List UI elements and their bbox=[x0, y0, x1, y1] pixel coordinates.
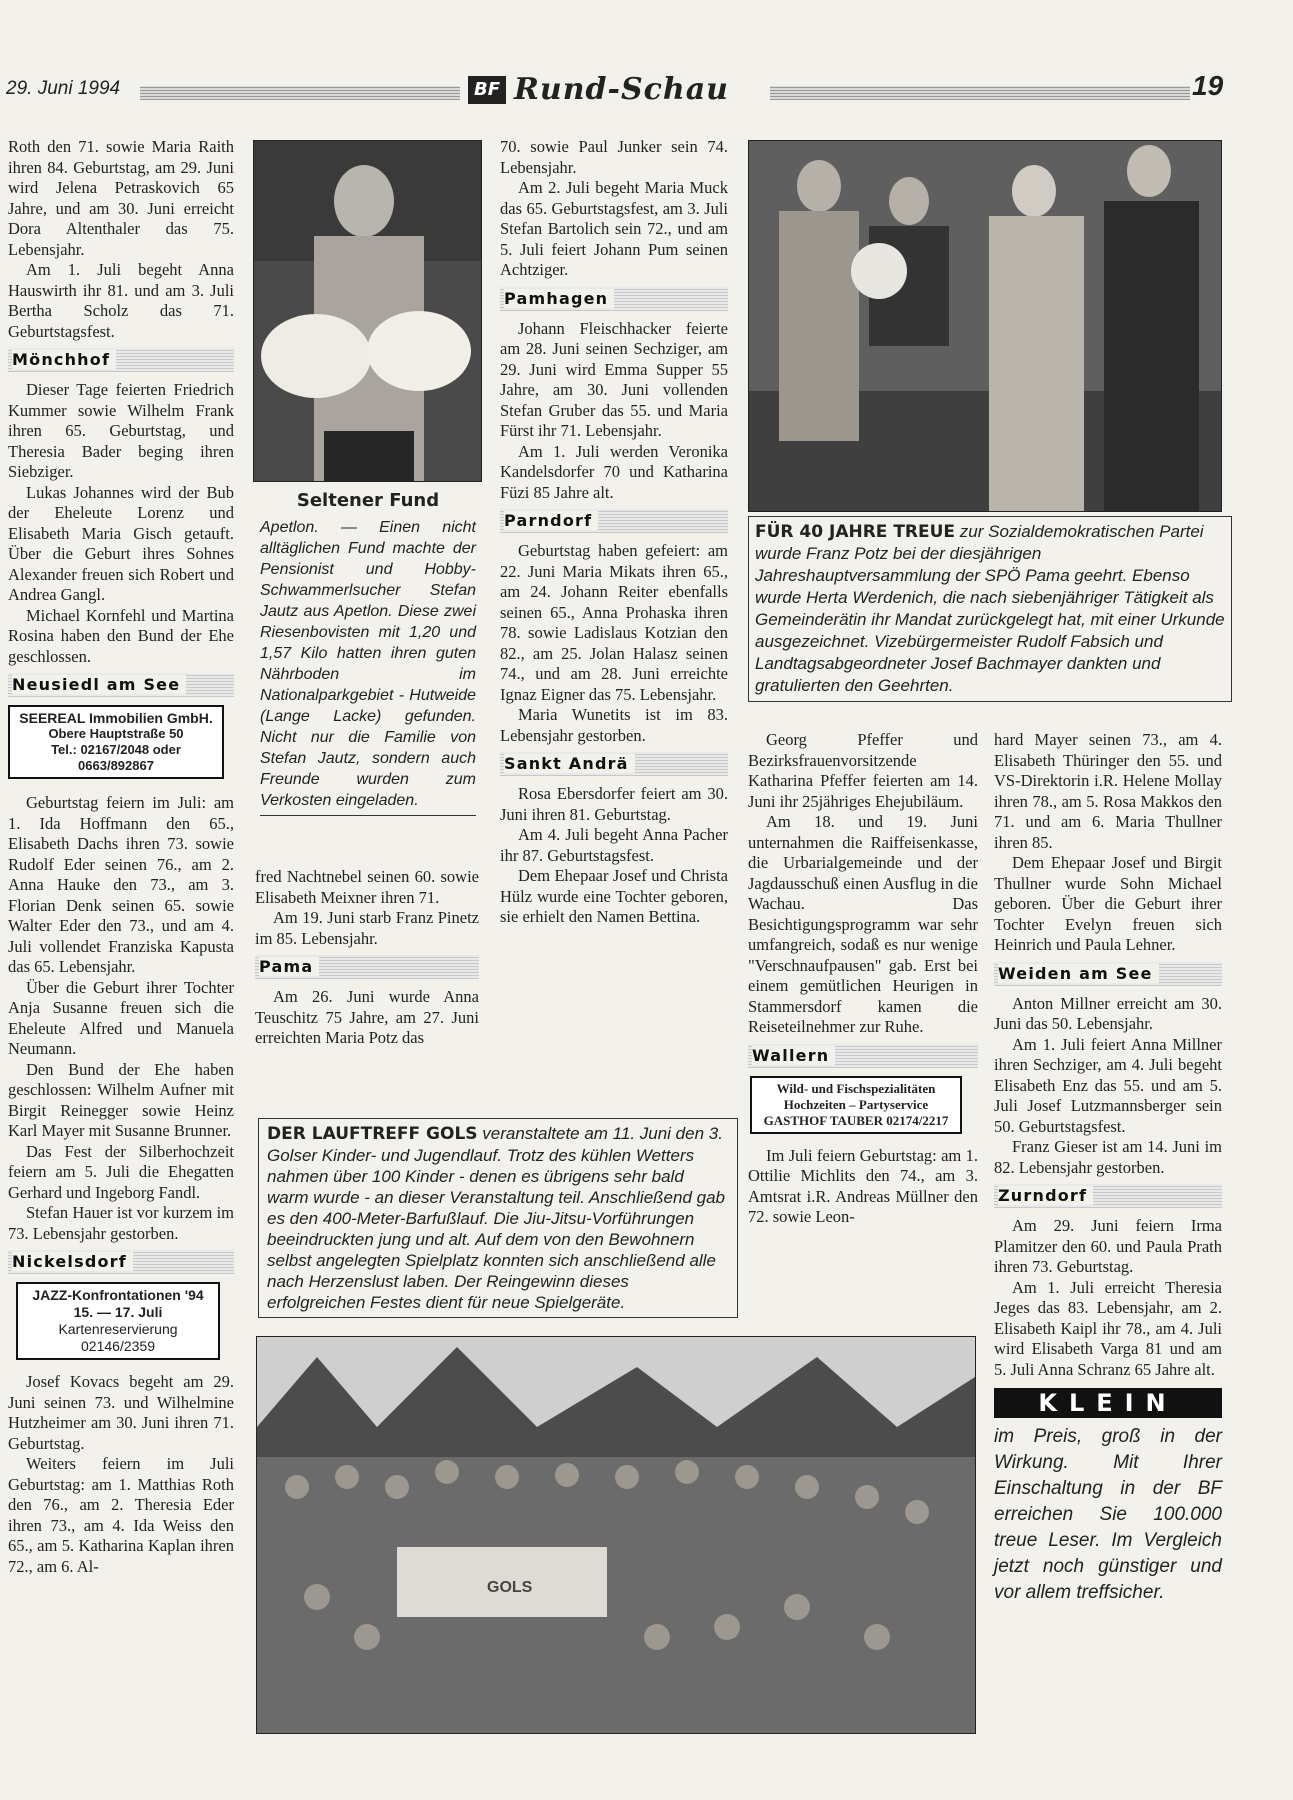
caption-underline bbox=[260, 815, 476, 816]
nickelsdorf-paragraph: Weiters feiern im Juli Geburtstag: am 1. Matthias Roth den 76., am 2. Theresia Eder ihren 73., am 4. Ida Weiss den 65., am 5. Katharina Kaplan ihren 72., am 6. Al- bbox=[8, 1454, 234, 1576]
page-header bbox=[0, 70, 1230, 110]
col5-paragraph: hard Mayer seinen 73., am 4. Elisabeth Thüringer den 55. und VS-Direktorin i.R. Helene Mollay ihren 78., am 5. Rosa Makkos den 71. und am 6. Maria Thullner ihren 85. bbox=[994, 730, 1222, 852]
col2-paragraph: fred Nachtnebel seinen 60. sowie Elisabeth Meixner ihren 71. bbox=[255, 867, 479, 907]
pama-paragraph: Am 26. Juni wurde Anna Teuschitz 75 Jahre, am 27. Juni erreichten Maria Potz das bbox=[255, 987, 479, 1047]
weiden-paragraph: Franz Gieser ist am 14. Juni im 82. Lebensjahr gestorben. bbox=[994, 1137, 1222, 1177]
col1-intro2: Am 1. Juli begeht Anna Hauswirth ihr 81. und am 3. Juli Bertha Scholz das 71. Geburtstagsfest. bbox=[8, 260, 234, 341]
col2-paragraph: Am 19. Juni starb Franz Pinetz im 85. Lebensjahr. bbox=[255, 908, 479, 948]
weiden-paragraph: Anton Millner erreicht am 30. Juni das 50. Lebensjahr. bbox=[994, 993, 1222, 1033]
monchhof-paragraph: Michael Kornfehl und Martina Rosina haben den Bund der Ehe geschlossen. bbox=[8, 605, 234, 666]
photo-spoe-honorees bbox=[748, 140, 1222, 512]
caption-text: Apetlon. — Einen nicht alltäglichen Fund machte der Pensionist und Hobby-Schwammerlsucher Stefan Jautz aus Apetlon. Diese zwei Riesenbovisten mit 1,20 und 1,57 Kilo hatten ihren guten Nährboden im Nationalparkgebiet - Hutweide (Lange Lacke) gefunden. Nicht nur die Familie von Stefan Jautz, sondern auch Freunde wurden zum Verkosten eingeladen. bbox=[260, 519, 476, 809]
ad-gasthof-tauber bbox=[750, 1076, 962, 1134]
caption-lauftreff-bold: DER LAUFTREFF GOLS bbox=[267, 1124, 478, 1144]
ad-jazz-phone: Kartenreservierung 02146/2359 bbox=[58, 1321, 178, 1354]
section-heading-parndorf: Parndorf bbox=[500, 509, 728, 533]
logo-title: Rund-Schau bbox=[514, 72, 729, 107]
caption-seltener-fund bbox=[260, 490, 476, 816]
photo-lauftreff-children bbox=[256, 1336, 976, 1734]
neusiedl-paragraph: Das Fest der Silberhochzeit feiern am 5. Juli die Ehegatten Gerhard und Ingeborg Fandl. bbox=[8, 1141, 234, 1202]
issue-date: 29. Juni 1994 bbox=[6, 78, 121, 99]
pamhagen-paragraph: Johann Fleischhacker feierte am 28. Juni seinen Sechziger, am 29. Juni wird Emma Supper 55 Jahre, am 30. Juni vollenden Stefan Gruber das 55. und Maria Fürst ihr 71. Lebensjahr. bbox=[500, 318, 728, 440]
photo-spoe-image bbox=[749, 141, 1221, 511]
sankt-paragraph: Rosa Ebersdorfer feiert am 30. Juni ihren 81. Geburtstag. bbox=[500, 784, 728, 824]
ad-jazz-title: JAZZ-Konfrontationen '94 bbox=[32, 1287, 204, 1303]
parndorf-paragraph: Maria Wunetits ist im 83. Lebensjahr gestorben. bbox=[500, 705, 728, 745]
ad-seereal-name: SEEREAL Immobilien GmbH. bbox=[19, 710, 213, 726]
gols-banner-text: GOLS bbox=[487, 1579, 533, 1596]
section-heading-wallern: Wallern bbox=[748, 1044, 978, 1068]
ad-seereal-phone: Tel.: 02167/2048 oder 0663/892867 bbox=[51, 742, 181, 773]
section-heading-sankt-andrae: Sankt Andrä bbox=[500, 752, 728, 776]
zurndorf-paragraph: Am 29. Juni feiern Irma Plamitzer den 60. und Paula Prath ihren 73. Geburtstag. bbox=[994, 1216, 1222, 1276]
monchhof-paragraph: Dieser Tage feierten Friedrich Kummer sowie Wilhelm Frank ihren 65. Geburtstag, und Theresia Bader beging ihren Siebziger. bbox=[8, 380, 234, 481]
klein-text: im Preis, groß in der Wirkung. Mit Ihrer Einschaltung in der BF erreichen Sie 100.000 treue Leser. Im Vergleich jetzt noch günstiger und vor allem treffsicher. bbox=[994, 1426, 1222, 1603]
header-rule-right bbox=[770, 86, 1190, 100]
neusiedl-paragraph: Den Bund der Ehe haben geschlossen: Wilhelm Aufner mit Birgit Reinegger sowie Heinz Karl Mayer mit Susanne Brunner. bbox=[8, 1059, 234, 1140]
column-5 bbox=[994, 730, 1222, 1606]
caption-lauftreff-text: veranstaltete am 11. Juni den 3. Golser Kinder- und Jugendlauf. Trotz des kühlen Wetters nahmen über 100 Kinder - denen es übrigens sehr bald warm wurde - an dieser Veranstaltung teil. Anschließend gab es den 400-Meter-Barfußlauf. Die Jiu-Jitsu-Vorführungen beeindruckten jung und alt. Auf dem von den Bewohnern selbst angelegten Spielplatz konnten sich anschließend alle nach Herzenslust laben. Der Reingewinn dieses erfolgreichen Festes dient für neue Spielgeräte. bbox=[267, 1124, 725, 1312]
ad-tauber-line2: Hochzeiten – Partyservice bbox=[783, 1096, 929, 1112]
column-3 bbox=[500, 137, 728, 928]
wallern-paragraph: Im Juli feiern Geburtstag: am 1. Ottilie Michlits den 74., am 3. Amtsrat i.R. Andreas Müllner den 72. sowie Leon- bbox=[748, 1145, 978, 1226]
page-number: 19 bbox=[1192, 70, 1224, 101]
photo-mushroom-image bbox=[254, 141, 481, 481]
ad-seereal-address: Obere Hauptstraße 50 bbox=[48, 726, 184, 741]
photo-mushroom-finder bbox=[253, 140, 482, 482]
col1-intro: Roth den 71. sowie Maria Raith ihren 84. Geburtstag, am 29. Juni wird Jelena Petraskovich 65 Jahre, und am 30. Juni erreicht Dora Altenthaler das 75. Lebensjahr. bbox=[8, 137, 234, 259]
col3-paragraph: 70. sowie Paul Junker sein 74. Lebensjahr. bbox=[500, 137, 728, 177]
column-2-text bbox=[255, 867, 479, 1049]
ad-jazz-dates: 15. — 17. Juli bbox=[73, 1304, 163, 1320]
column-1 bbox=[8, 137, 234, 1577]
section-heading-zurndorf: Zurndorf bbox=[994, 1184, 1222, 1208]
col5-paragraph: Dem Ehepaar Josef und Birgit Thullner wurde Sohn Michael geboren. Über die Geburt ihrer Tochter Evelyn freuen sich Heinrich und Paula Lehner. bbox=[994, 853, 1222, 954]
zurndorf-paragraph: Am 1. Juli erreicht Theresia Jeges das 83. Lebensjahr, am 2. Elisabeth Kaipl ihr 78., am 4. Juli wird Elisabeth Varga 81 und am 5. Juli Anna Schranz 65 Jahre alt. bbox=[994, 1277, 1222, 1379]
section-heading-weiden: Weiden am See bbox=[994, 962, 1222, 986]
ad-jazz bbox=[16, 1282, 220, 1360]
section-heading-neusiedl: Neusiedl am See bbox=[8, 673, 234, 697]
col4-paragraph: Am 18. und 19. Juni unternahmen die Raiffeisenkasse, die Urbarialgemeinde und der Jagdausschuß einen Ausflug in die Wachau. Das Besichtigungsprogramm war sehr umfangreich, sodaß es nur wenige "Verschnaufpausen" gab. Erst bei einem gemütlichen Heurigen in Stammersdorf kamen die Reiseteilnehmer zur Ruhe. bbox=[748, 812, 978, 1036]
column-4 bbox=[748, 730, 978, 1228]
ad-tauber-line1: Wild- und Fischspezialitäten bbox=[776, 1080, 936, 1096]
logo-bf: BF bbox=[468, 76, 506, 104]
neusiedl-paragraph: Geburtstag feiern im Juli: am 1. Ida Hoffmann den 65., Elisabeth Dachs ihren 73. sowie Rudolf Eder seinen 76., am 2. Anna Hauke den 73., am 3. Florian Denk seinen 65. sowie Walter Eder den 73., und am 4. Juli vollendet Franziska Kapusta das 65. Lebensjahr. bbox=[8, 793, 234, 976]
neusiedl-paragraph: Stefan Hauer ist vor kurzem im 73. Lebensjahr gestorben. bbox=[8, 1203, 234, 1243]
header-rule-left bbox=[140, 86, 460, 100]
section-heading-nickelsdorf: Nickelsdorf bbox=[8, 1250, 234, 1274]
col4-paragraph: Georg Pfeffer und Bezirksfrauenvorsitzende Katharina Pfeffer feierten am 14. Juni ihr 25jähriges Ehejubiläum. bbox=[748, 730, 978, 811]
caption-title: Seltener Fund bbox=[296, 490, 440, 511]
ad-tauber-line3: GASTHOF TAUBER 02174/2217 bbox=[763, 1112, 949, 1128]
sankt-paragraph: Dem Ehepaar Josef und Christa Hülz wurde eine Tochter geboren, sie erhielt den Namen Bettina. bbox=[500, 866, 728, 926]
klein-banner: KLEIN bbox=[994, 1388, 1222, 1418]
caption-lauftreff-gols bbox=[258, 1118, 738, 1318]
photo-lauftreff-image bbox=[257, 1337, 975, 1733]
monchhof-paragraph: Lukas Johannes wird der Bub der Eheleute Lorenz und Elisabeth Maria Gisch getauft. Über die Geburt ihres Sohnes Alexander freuen sich Robert und Andrea Gangl. bbox=[8, 482, 234, 604]
weiden-paragraph: Am 1. Juli feiert Anna Millner ihren Sechziger, am 4. Juli begeht Elisabeth Enz das 55. und am 5. Juli Josef Lutzmannsberger sein 50. Geburtstagsfest. bbox=[994, 1034, 1222, 1136]
section-heading-pamhagen: Pamhagen bbox=[500, 287, 728, 311]
nickelsdorf-paragraph: Josef Kovacs begeht am 29. Juni seinen 73. und Wilhelmine Hutzheimer am 30. Juni ihren 71. Geburtstag. bbox=[8, 1372, 234, 1453]
pamhagen-paragraph: Am 1. Juli werden Veronika Kandelsdorfer 70 und Katharina Füzi 85 Jahre alt. bbox=[500, 441, 728, 502]
ad-seereal bbox=[8, 705, 224, 779]
logo bbox=[468, 72, 768, 107]
col3-paragraph: Am 2. Juli begeht Maria Muck das 65. Geburtstagsfest, am 3. Juli Stefan Bartolich sein 72., und am 5. Juli feiert Johann Pum seinen Achtziger. bbox=[500, 178, 728, 279]
section-heading-pama: Pama bbox=[255, 955, 479, 979]
neusiedl-paragraph: Über die Geburt ihrer Tochter Anja Susanne freuen sich die Eheleute Alfred und Manuela Neumann. bbox=[8, 977, 234, 1058]
caption-treue-text: zur Sozialdemokratischen Partei wurde Franz Potz bei der diesjährigen Jahreshauptversammlung der SPÖ Pama geehrt. Ebenso wurde Herta Werdenich, die nach siebenjähriger Tätigkeit als Gemeinderätin ihr Mandat zurückgelegt hat, mit einer Urkunde ausgezeichnet. Vizebürgermeister Rudolf Fabsich und Landtagsabgeordneter Josef Bachmayer dankten und gratulierten den Geehrten. bbox=[755, 522, 1225, 695]
sankt-paragraph: Am 4. Juli begeht Anna Pacher ihr 87. Geburtstagsfest. bbox=[500, 825, 728, 865]
caption-treue-bold: FÜR 40 JAHRE TREUE bbox=[755, 522, 956, 542]
parndorf-paragraph: Geburtstag haben gefeiert: am 22. Juni Maria Mikats ihren 65., am 24. Johann Reiter ebenfalls seinen 65., Anna Prohaska ihren 78. sowie Ladislaus Kotzian den 82., am 25. Jolan Halasz seinen 74., und am 28. Juni erreichte Ignaz Eigner das 75. Lebensjahr. bbox=[500, 541, 728, 704]
section-heading-monchhof: Mönchhof bbox=[8, 348, 234, 372]
caption-40-jahre-treue bbox=[748, 516, 1232, 702]
